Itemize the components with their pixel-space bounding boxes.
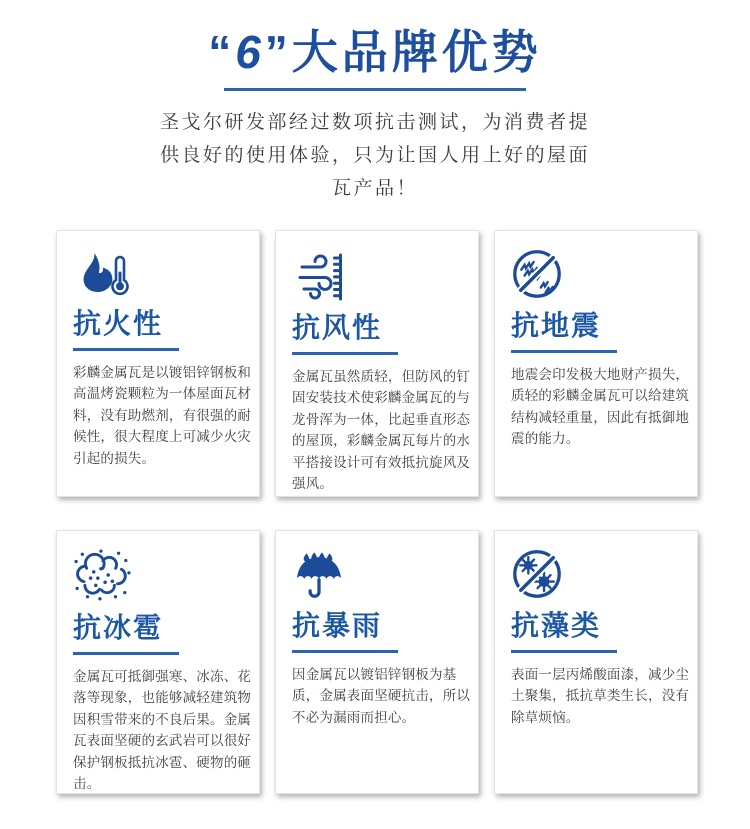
card-fire-resistance <box>56 230 260 497</box>
card-description: 因金属瓦以镀铝锌钢板为基质，金属表面坚硬抗击，所以不必为漏雨而担心。 <box>292 666 471 725</box>
card-hail-resistance <box>56 530 260 794</box>
card-description: 彩麟金属瓦是以镀铝锌钢板和高温烤瓷颗粒为一体屋面瓦材料，没有助燃剂，有很强的耐候性，很大程度上可减少火灾引起的损失。 <box>73 364 252 466</box>
advantage-grid <box>56 230 698 794</box>
umbrella-rain-icon <box>292 548 346 600</box>
no-algae-icon <box>511 548 563 600</box>
card-algae-resistance <box>494 530 698 794</box>
intro-line-1: 圣戈尔研发部经过数项抗击测试，为消费者提 <box>159 111 590 133</box>
title-underline <box>224 88 526 91</box>
card-title: 抗暴雨 <box>292 609 383 641</box>
quote-close: ” <box>264 26 292 78</box>
title-text: 大品牌优势 <box>291 26 542 78</box>
card-title: 抗冰雹 <box>73 611 164 643</box>
card-title-underline <box>73 348 179 351</box>
card-title-underline <box>511 650 617 653</box>
page-title <box>0 28 750 78</box>
flame-thermometer-icon <box>73 248 129 298</box>
intro-line-3: 瓦产品！ <box>331 177 418 199</box>
intro-text <box>55 106 695 205</box>
hail-cloud-icon <box>73 548 131 602</box>
card-description: 地震会印发极大地财产损失，质轻的彩麟金属瓦可以给建筑结构减轻重量，因此有抵御地震的能力。 <box>511 366 690 447</box>
wind-icon <box>292 248 348 302</box>
card-title-underline <box>511 350 617 353</box>
card-title: 抗藻类 <box>511 609 602 641</box>
card-title: 抗风性 <box>292 311 383 343</box>
card-earthquake-resistance <box>494 230 698 497</box>
card-title: 抗地震 <box>511 309 602 341</box>
card-description: 金属瓦可抵御强寒、冰冻、花落等现象，也能够减轻建筑物因积雪带来的不良后果。金属瓦表面坚硬的玄武岩可以很好保护钢板抵抗冰雹、硬物的砸击。 <box>73 668 252 792</box>
card-wind-resistance <box>275 230 479 497</box>
page-header <box>0 0 750 205</box>
card-title-underline <box>292 352 398 355</box>
no-earthquake-icon <box>511 248 563 300</box>
intro-line-2: 供良好的使用体验，只为让国人用上好的屋面 <box>159 144 590 166</box>
card-description: 表面一层丙烯酸面漆，减少尘土聚集，抵抗草类生长，没有除草烦恼。 <box>511 666 690 725</box>
card-rainstorm-resistance <box>275 530 479 794</box>
card-title-underline <box>292 650 398 653</box>
card-description: 金属瓦虽然质轻，但防风的钉固安装技术使彩麟金属瓦的与龙骨浑为一体，比起垂直形态的屋顶，彩麟金属瓦每片的水平搭接设计可有效抵抗旋风及强风。 <box>292 368 471 492</box>
quote-open: “ <box>208 26 236 78</box>
big-number-6: 6 <box>235 26 265 78</box>
card-title: 抗火性 <box>73 307 164 339</box>
card-title-underline <box>73 652 179 655</box>
